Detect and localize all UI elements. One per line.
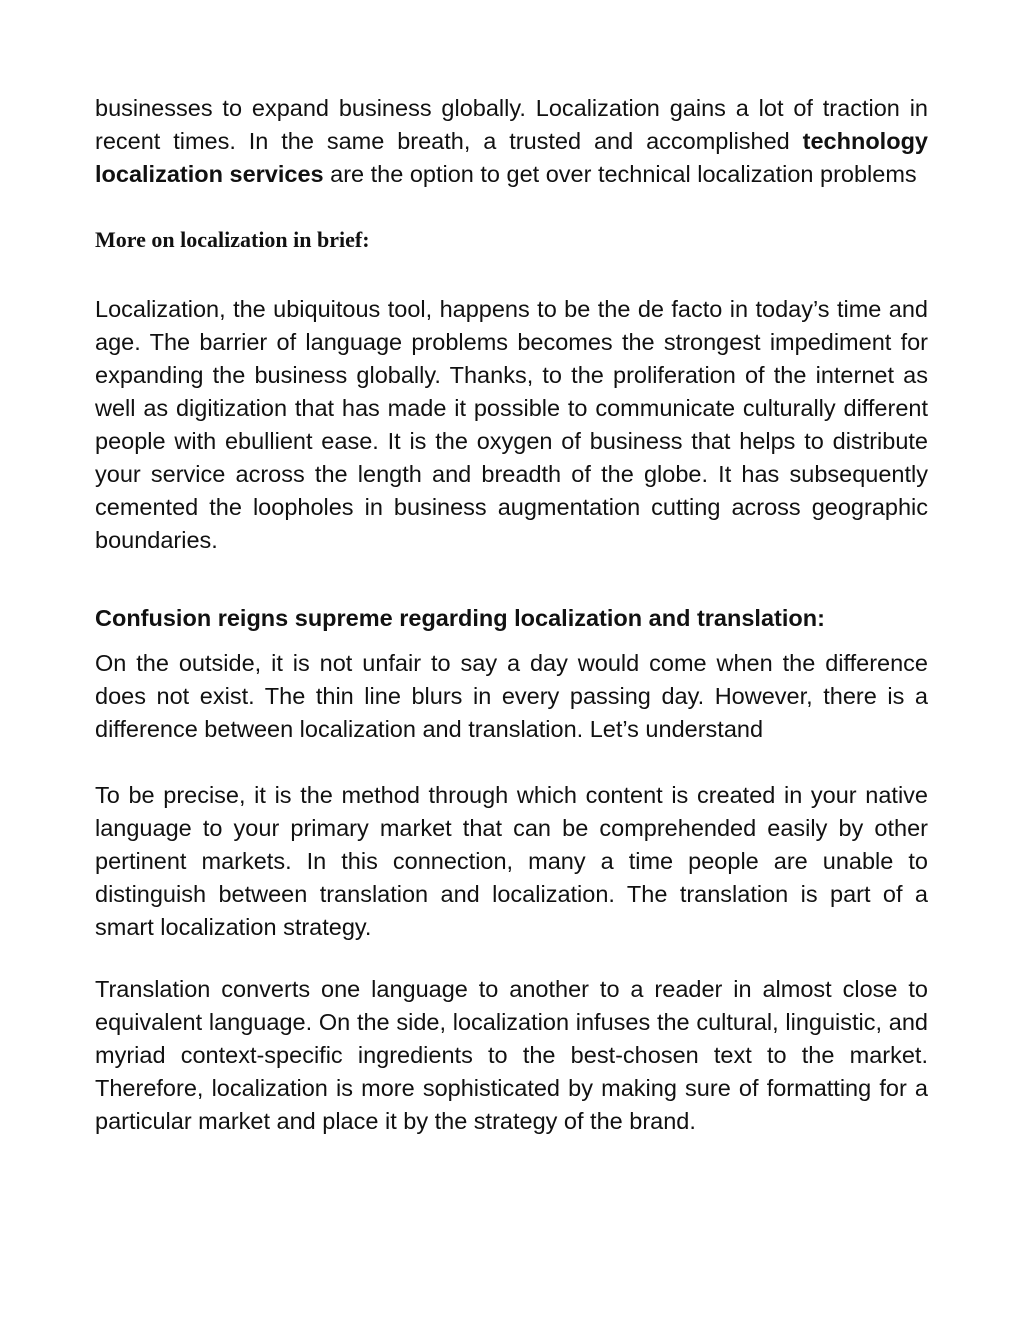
paragraph-precise: To be precise, it is the method through which content is created in your native language to your primary market that can be comprehended easily by other pertinent markets. In this connection, many a time people are unable to distinguish between translation and localization. The translation is part of a smart localization strategy. — [95, 782, 928, 940]
document-page — [95, 92, 928, 1138]
paragraph-outside: On the outside, it is not unfair to say a day would come when the difference does not exist. The thin line blurs in every passing day. However, there is a difference between localization and translation. Let’s understand — [95, 650, 928, 742]
intro-text-end: are the option to get over technical localization problems — [323, 161, 917, 187]
heading-confusion: Confusion reigns supreme regarding localization and translation: — [95, 605, 825, 631]
intro-text-start: businesses to expand business globally. Localization gains a lot of traction in recent times. In the same breath, a trusted and accomplished — [95, 95, 928, 154]
paragraph-brief: Localization, the ubiquitous tool, happens to be the de facto in today’s time and age. The barrier of language problems becomes the strongest impediment for expanding the business globally. Thanks, to the proliferation of the internet as well as digitization that has made it possible to communicate culturally different people with ebullient ease. It is the oxygen of business that helps to distribute your service across the length and breadth of the globe. It has subsequently cemented the loopholes in business augmentation cutting across geographic boundaries. — [95, 296, 928, 553]
intro-bold-phrase: technology localization services — [95, 128, 928, 187]
heading-brief: More on localization in brief: — [95, 227, 370, 252]
paragraph-translation: Translation converts one language to another to a reader in almost close to equivalent language. On the side, localization infuses the cultural, linguistic, and myriad context-specific ingredients to the best-chosen text to the market. Therefore, localization is more sophisticated by making sure of formatting for a particular market and place it by the strategy of the brand. — [95, 976, 928, 1134]
intro-paragraph — [95, 92, 928, 191]
